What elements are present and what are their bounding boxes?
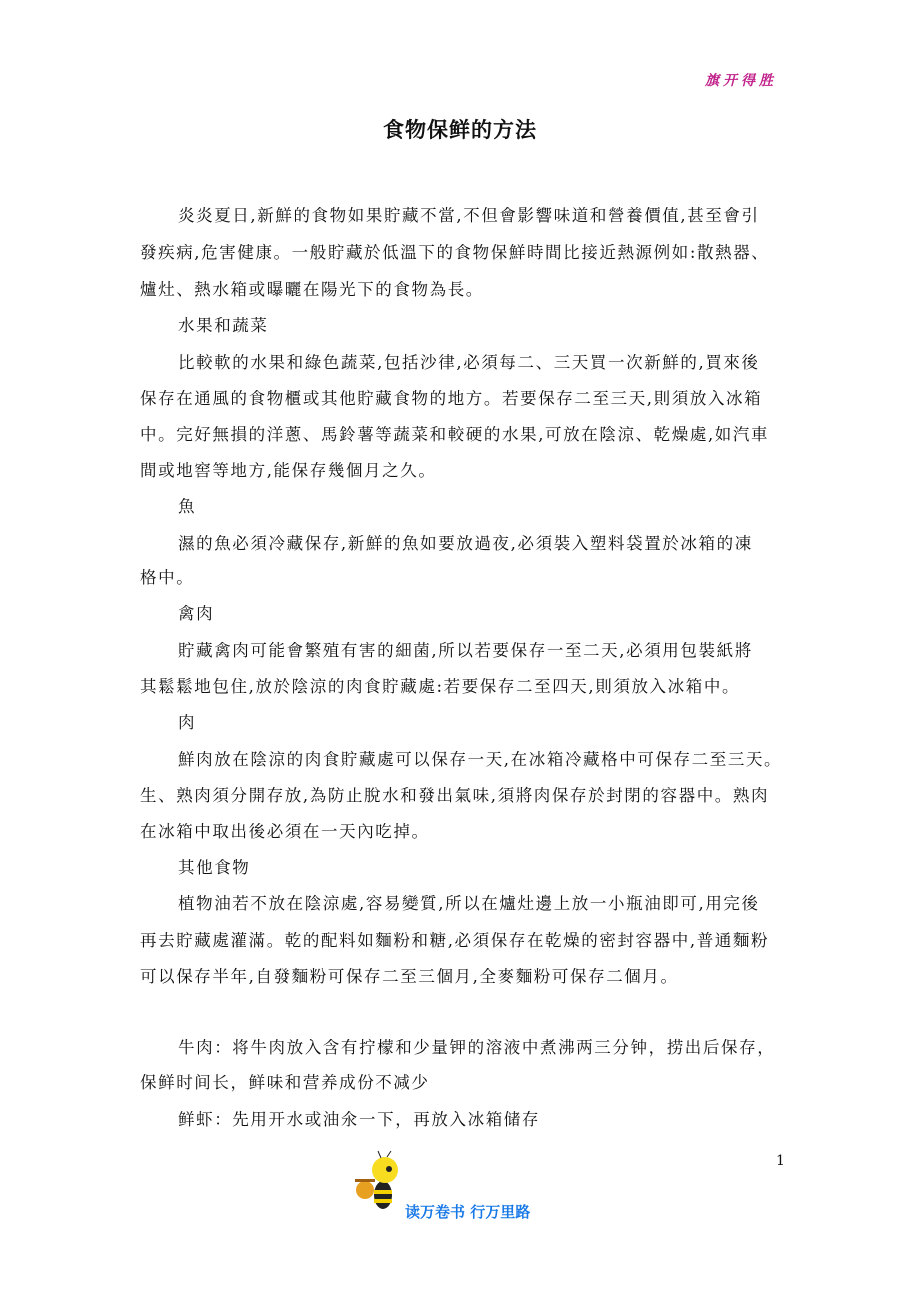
text-line: 炎炎夏日,新鮮的食物如果貯藏不當,不但會影響味道和營養價值,甚至會引 bbox=[178, 206, 760, 225]
header-motto: 旗开得胜 bbox=[705, 73, 777, 89]
text-line: 格中。 bbox=[140, 568, 195, 587]
text-line: 鮮肉放在陰涼的肉食貯藏處可以保存一天,在冰箱冷藏格中可保存二至三天。 bbox=[178, 750, 783, 769]
text-line: 禽肉 bbox=[178, 604, 215, 623]
text-line: 可以保存半年,自發麵粉可保存二至三個月,全麥麵粉可保存二個月。 bbox=[140, 967, 679, 986]
text-line: 牛肉：将牛肉放入含有拧檬和少量钾的溶液中煮沸两三分钟，捞出后保存， bbox=[178, 1038, 776, 1057]
text-line: 其他食物 bbox=[178, 858, 251, 877]
text-line: 發疾病,危害健康。一般貯藏於低溫下的食物保鮮時間比接近熱源例如:散熱器、 bbox=[140, 243, 770, 262]
text-line: 鲜虾：先用开水或油氽一下，再放入冰箱储存 bbox=[178, 1110, 540, 1129]
text-line: 水果和蔬菜 bbox=[178, 316, 269, 335]
footer-slogan: 读万卷书 行万里路 bbox=[405, 1203, 531, 1221]
text-line: 貯藏禽肉可能會繁殖有害的細菌,所以若要保存一至二天,必須用包裝紙將 bbox=[178, 641, 753, 660]
text-line: 生、熟肉須分開存放,為防止脫水和發出氣味,須將肉保存於封閉的容器中。熟肉 bbox=[140, 786, 770, 805]
text-line: 其鬆鬆地包住,放於陰涼的肉食貯藏處:若要保存二至四天,則須放入冰箱中。 bbox=[140, 677, 741, 696]
page-number: 1 bbox=[776, 1153, 785, 1169]
text-line: 比較軟的水果和綠色蔬菜,包括沙律,必須每二、三天買一次新鮮的,買來後 bbox=[178, 353, 760, 372]
text-line: 濕的魚必須冷藏保存,新鮮的魚如要放過夜,必須裝入塑料袋置於冰箱的凍 bbox=[178, 534, 753, 553]
text-line: 爐灶、熱水箱或曝曬在陽光下的食物為長。 bbox=[140, 280, 484, 299]
text-line: 保存在通風的食物櫃或其他貯藏食物的地方。若要保存二至三天,則須放入冰箱 bbox=[140, 389, 763, 408]
text-line: 保鲜时间长，鲜味和营养成份不减少 bbox=[140, 1073, 430, 1092]
text-line: 肉 bbox=[178, 713, 197, 732]
text-line: 魚 bbox=[178, 497, 197, 516]
document-title: 食物保鲜的方法 bbox=[383, 117, 537, 142]
text-line: 再去貯藏處灌滿。乾的配料如麵粉和糖,必須保存在乾燥的密封容器中,普通麵粉 bbox=[140, 931, 770, 950]
text-line: 中。完好無損的洋蔥、馬鈴薯等蔬菜和較硬的水果,可放在陰涼、乾燥處,如汽車 bbox=[140, 425, 770, 444]
text-line: 間或地窖等地方,能保存幾個月之久。 bbox=[140, 461, 437, 480]
text-line: 植物油若不放在陰涼處,容易變質,所以在爐灶邊上放一小瓶油即可,用完後 bbox=[178, 894, 760, 913]
text-line: 在冰箱中取出後必須在一天內吃掉。 bbox=[140, 822, 430, 841]
